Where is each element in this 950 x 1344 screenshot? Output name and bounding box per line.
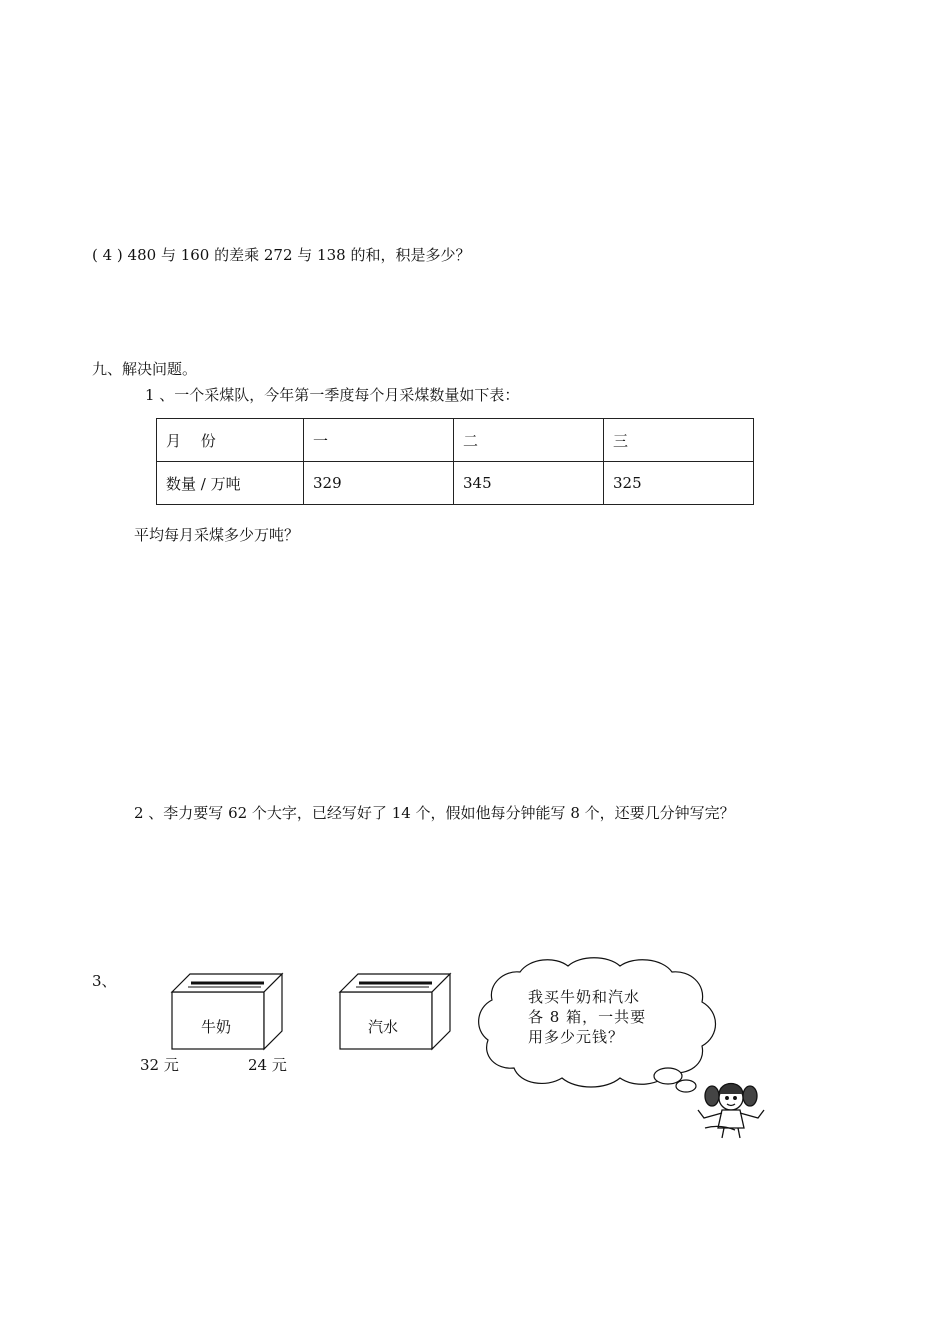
soda-box-icon — [340, 974, 450, 1049]
milk-box-label: 牛奶 — [201, 1018, 232, 1036]
question-4: ( 4 ) 480 与 160 的差乘 272 与 138 的和，积是多少？ — [92, 246, 471, 264]
table-cell: 329 — [304, 462, 454, 505]
girl-icon — [698, 1084, 764, 1139]
milk-box-icon — [172, 974, 282, 1049]
table-cell: 月 份 — [157, 419, 304, 462]
table-cell: 三 — [604, 419, 754, 462]
table-cell: 345 — [454, 462, 604, 505]
table-cell: 二 — [454, 419, 604, 462]
problem-1-intro: 1 、一个采煤队，今年第一季度每个月采煤数量如下表： — [145, 386, 520, 404]
problem-1-question: 平均每月采煤多少万吨？ — [134, 526, 300, 544]
problem-2: 2 、李力要写 62 个大字，已经写好了 14 个，假如他每分钟能写 8 个，还要几分钟写完？ — [134, 804, 735, 822]
problem-3-label: 3、 — [92, 972, 117, 990]
table-cell: 数量 / 万吨 — [157, 462, 304, 505]
bubble-line-3: 用多少元钱？ — [528, 1028, 625, 1046]
bubble-dot-large-icon — [654, 1068, 682, 1084]
bubble-line-2: 各 8 箱，一共要 — [528, 1008, 647, 1026]
bubble-dot-small-icon — [676, 1080, 696, 1092]
table-cell: 325 — [604, 462, 754, 505]
bubble-line-1: 我买牛奶和汽水 — [528, 988, 641, 1006]
soda-price: 24 元 — [248, 1056, 287, 1074]
table-cell: 一 — [304, 419, 454, 462]
section-9-title: 九、解决问题。 — [92, 360, 198, 378]
milk-price: 32 元 — [140, 1056, 179, 1074]
soda-box-label: 汽水 — [368, 1018, 399, 1036]
